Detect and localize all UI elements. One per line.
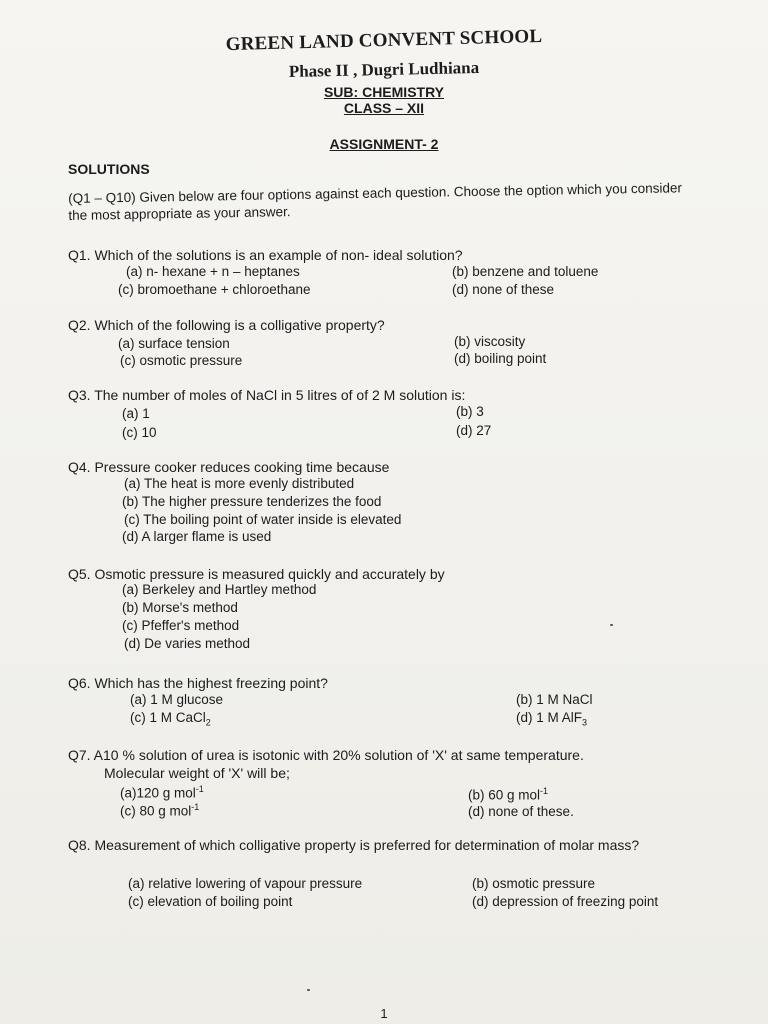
option-d: (d) none of these xyxy=(452,282,555,297)
question-2 xyxy=(68,316,708,368)
option-c: (c) elevation of boiling point xyxy=(128,894,293,909)
instructions: (Q1 – Q10) Given below are four options against each question. Choose the option which you consider the most appropriate as your answer. xyxy=(68,180,683,223)
subscript: 3 xyxy=(582,717,588,728)
option-a: (a) 1 xyxy=(122,406,150,421)
option-c: (c) osmotic pressure xyxy=(120,353,243,368)
question-3 xyxy=(68,386,708,440)
option-d: (d) none of these. xyxy=(468,804,574,819)
question-text: Q2. Which of the following is a colligative property? xyxy=(68,317,385,333)
option-c-text: (c) 1 M CaCl xyxy=(130,710,206,725)
subscript: 2 xyxy=(205,717,211,728)
option-a: (a) Berkeley and Hartley method xyxy=(122,582,317,597)
question-7 xyxy=(68,746,708,819)
option-c: (c) Pfeffer's method xyxy=(122,618,240,633)
question-text: Q1. Which of the solutions is an example of non- ideal solution? xyxy=(68,247,463,263)
option-a: (a) 1 M glucose xyxy=(130,692,224,707)
option-b: (b) viscosity xyxy=(454,334,526,349)
option-c-text: (c) 80 g mol xyxy=(120,803,192,819)
option-b: (b) 3 xyxy=(456,404,484,419)
option-d-text: (d) 1 M AlF xyxy=(516,710,583,725)
option-a xyxy=(120,784,204,801)
school-name: GREEN LAND CONVENT SCHOOL xyxy=(225,25,543,56)
question-text: Q5. Osmotic pressure is measured quickly and accurately by xyxy=(68,566,445,582)
question-text: Q8. Measurement of which colligative property is preferred for determination of molar mass? xyxy=(68,837,640,853)
option-b: (b) Morse's method xyxy=(122,600,238,615)
school-address: Phase II , Dugri Ludhiana xyxy=(288,58,480,81)
option-c: (c) 10 xyxy=(122,425,157,440)
option-b xyxy=(468,786,548,803)
question-5 xyxy=(68,565,708,651)
option-a: (a) n- hexane + n – heptanes xyxy=(126,264,300,279)
option-a: (a) The heat is more evenly distributed xyxy=(124,476,355,491)
option-d: (d) depression of freezing point xyxy=(472,894,659,909)
question-8 xyxy=(68,836,698,909)
option-c: (c) The boiling point of water inside is elevated xyxy=(124,512,402,527)
option-b: (b) benzene and toluene xyxy=(452,264,599,279)
option-b: (b) The higher pressure tenderizes the food xyxy=(122,494,382,509)
paper-speck xyxy=(307,989,310,991)
option-d xyxy=(516,710,587,728)
option-d: (d) boiling point xyxy=(454,351,547,366)
question-6 xyxy=(68,674,708,728)
subject-line: SUB: CHEMISTRY xyxy=(323,84,445,100)
superscript: -1 xyxy=(191,802,200,812)
superscript: -1 xyxy=(540,786,549,796)
question-text: Q3. The number of moles of NaCl in 5 litres of of 2 M solution is: xyxy=(68,387,466,403)
question-text: Q6. Which has the highest freezing point? xyxy=(68,675,328,691)
option-a: (a) surface tension xyxy=(118,336,230,351)
option-b: (b) 1 M NaCl xyxy=(516,692,593,707)
option-a: (a) relative lowering of vapour pressure xyxy=(128,876,363,891)
option-b-text: (b) 60 g mol xyxy=(468,787,541,803)
option-d: (d) A larger flame is used xyxy=(122,529,272,544)
option-a-text: (a)120 g mol xyxy=(120,785,196,801)
option-d: (d) 27 xyxy=(456,423,492,438)
question-1 xyxy=(68,246,708,297)
section-title: SOLUTIONS xyxy=(68,161,150,177)
class-line: CLASS – XII xyxy=(343,100,425,116)
page-number: 1 xyxy=(380,1006,388,1021)
option-c xyxy=(130,710,211,728)
question-text-line1: Q7. A10 % solution of urea is isotonic with 20% solution of 'X' at same temperature. xyxy=(68,747,584,763)
assignment-title: ASSIGNMENT- 2 xyxy=(329,136,439,152)
question-text: Q4. Pressure cooker reduces cooking time because xyxy=(68,459,390,475)
superscript: -1 xyxy=(195,784,204,794)
question-text-line2: Molecular weight of 'X' will be; xyxy=(104,765,290,781)
option-d: (d) De varies method xyxy=(124,636,251,651)
option-c: (c) bromoethane + chloroethane xyxy=(118,282,311,297)
paper-speck xyxy=(610,624,613,626)
question-4 xyxy=(68,458,708,544)
option-b: (b) osmotic pressure xyxy=(472,876,596,891)
option-c xyxy=(120,802,199,819)
